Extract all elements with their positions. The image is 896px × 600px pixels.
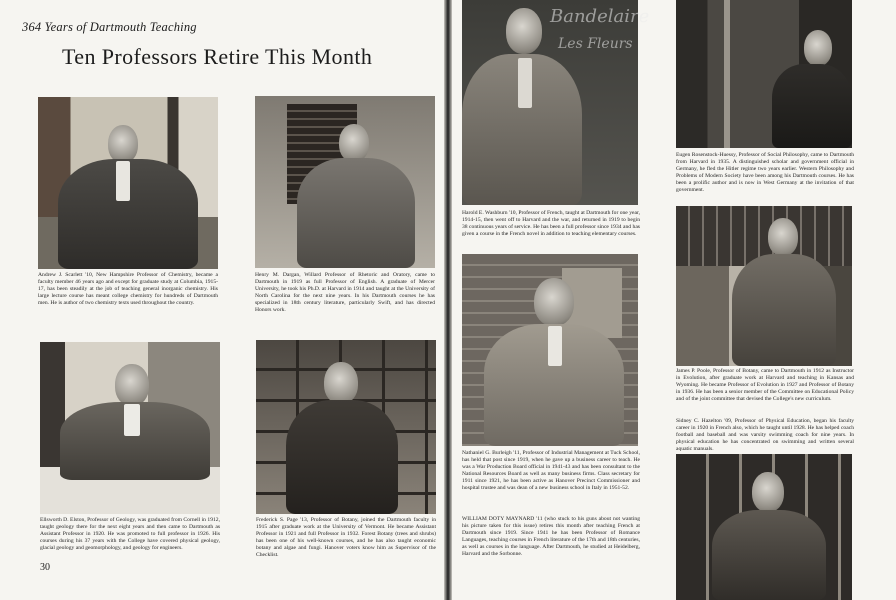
photo-hazelton (676, 454, 852, 600)
photo-page (256, 340, 436, 514)
photo-scarlett (38, 97, 218, 269)
caption-page: Frederick S. Page '13, Professor of Botany, joined the Dartmouth faculty in 1915 after graduate work at the University of Vermont. He became Assistant Professor in 1921 and full Professor in 1932. Forest Botany (trees and shrubs) has been one of his well-known courses, and he has also taught economic botany and algae and fungi. Hanover voters know him as Supervisor of the Checklist. (256, 517, 436, 558)
blackboard-text-2: Les Fleurs (558, 36, 633, 52)
running-head: 364 Years of Dartmouth Teaching (22, 20, 197, 34)
caption-poole: James P. Poole, Professor of Botany, came to Dartmouth in 1912 as Instructor in Evolution, after graduate work at Harvard and teaching in Kansas and Wyoming. He became Professor of Evolution in 1927 and Professor of Botany in 1936. He has been a senior member of the Committee on Educational Policy and of the joint committee that devised the College's new curriculum. (676, 368, 854, 402)
caption-maynard: WILLIAM DOTY MAYNARD '11 (who stuck to his guns about not wanting his picture taken for this issue) retires this month after teaching French at Dartmouth since 1919. Since 1941 he has been Professor of Romance Languages, teaching courses in French literature of the 17th and 18th centuries, as well as courses in the language. After Dartmouth, he studied at Heidelberg, Harvard and the Sorbonne. (462, 516, 640, 557)
gutter (444, 0, 452, 600)
caption-burleigh: Nathaniel G. Burleigh '11, Professor of Industrial Management at Tuck School, has held that post since 1919, when he gave up a business career to teach. He was a War Production Board official in 1941-43 and has been consultant to the National Resources Board as well as many business firms. Class secretary for 1911 since 1921, he has been active as Hanover Precinct Commissioner and hospital trustee and was dean of a new business school in Italy in 1951-52. (462, 450, 640, 491)
left-page (0, 0, 444, 600)
photo-burleigh (462, 254, 638, 446)
page-number: 30 (40, 562, 50, 573)
photo-rosenstock (676, 0, 852, 148)
caption-rosenstock: Eugen Rosenstock-Huessy, Professor of Social Philosophy, came to Dartmouth from Harvard in 1935. A distinguished scholar and government official in Germany, he fled the Hitler regime two years earlier. Western Philosophy and Problems of Modern Society have been among his Dartmouth courses. He has been a prolific author and is now in West Germany at the invitation of that government. (676, 152, 854, 193)
page-headline: Ten Professors Retire This Month (62, 44, 373, 69)
photo-poole (676, 206, 852, 366)
photo-washburn (462, 0, 650, 205)
caption-elston: Ellsworth D. Elston, Professor of Geology, was graduated from Cornell in 1912, taught geology there for the next eight years and then came to Dartmouth as Assistant Professor in 1920. He was promoted to full professor in 1926. His courses during his 37 years with the College have covered physical geology, glacial geology and geomorphology, and geology for engineers. (40, 517, 220, 551)
caption-scarlett: Andrew J. Scarlett '10, New Hampshire Professor of Chemistry, became a faculty member 46 years ago and except for graduate study at Columbia, 1915-17, has been steadily at the job of teaching general inorganic chemistry. His large lecture course has meant college chemistry for hundreds of Dartmouth men. He is author of two chemistry texts used throughout the country. (38, 272, 218, 306)
blackboard-text-1: Bandelaire (550, 6, 650, 27)
caption-dargan: Henry M. Dargan, Willard Professor of Rhetoric and Oratory, came to Dartmouth in 1919 as full Professor of English. A graduate of Mercer University, he took his Ph.D. at Harvard in 1914 and taught at the University of North Carolina for the next nine years. In his Dartmouth courses he has specialized in 18th century literature, particularly Swift, and has directed Honors work. (255, 272, 435, 313)
right-page (452, 0, 896, 600)
photo-elston (40, 342, 220, 514)
photo-dargan (255, 96, 435, 268)
caption-hazelton: Sidney C. Hazelton '09, Professor of Physical Education, began his faculty career in 1920 in French also, which he taught until 1928. He has helped coach football and baseball and was varsity swimming coach for nine years. In physical education he has concentrated on swimming and written several aquatic manuals. (676, 418, 854, 452)
caption-washburn: Harold E. Washburn '10, Professor of French, taught at Dartmouth for one year, 1914-15, then went off to Harvard and the war, and returned in 1919 to begin 38 continuous years of service. He has been a full professor since 1934 and has given a course in the French novel in addition to teaching elementary courses. (462, 210, 640, 237)
